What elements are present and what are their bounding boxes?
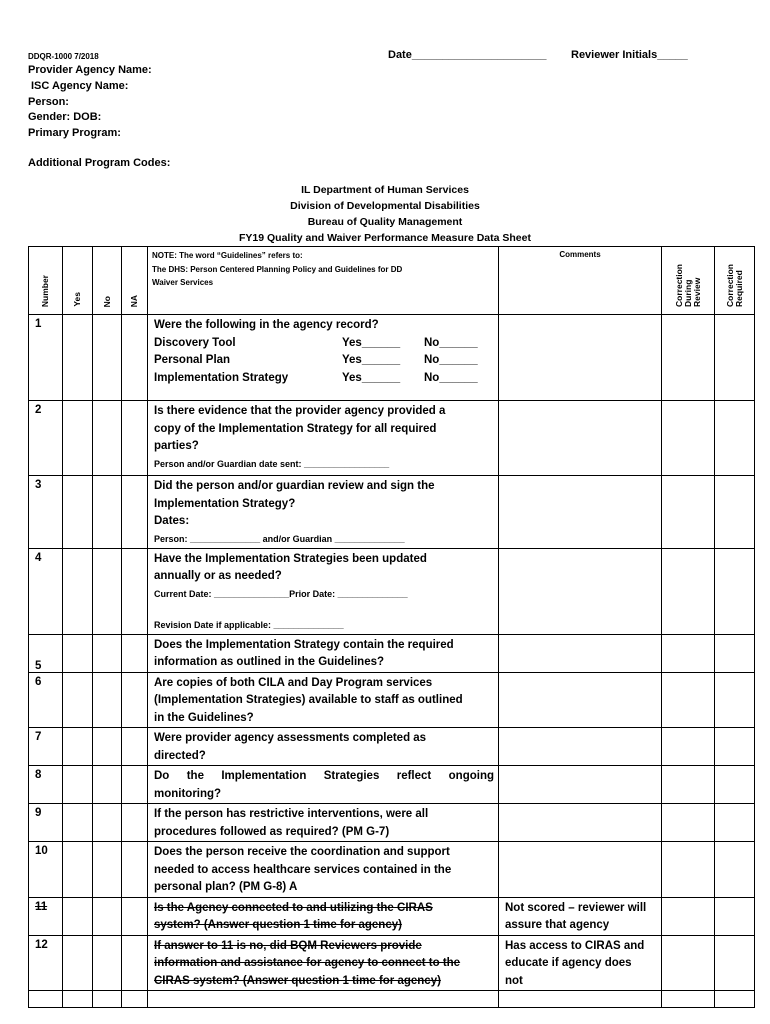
date-field-label: Date______________________ [388, 49, 547, 61]
table-row [29, 728, 755, 766]
question-cell: Do the Implementation Strategies reflect ongoing monitoring? [148, 766, 499, 804]
correction-required-cell[interactable] [715, 672, 755, 728]
row-number: 7 [29, 728, 63, 766]
table-row [29, 548, 755, 634]
table-row [29, 476, 755, 549]
comments-cell[interactable]: Has access to CIRAS and educate if agency does not [499, 935, 662, 991]
yes-checkbox-cell[interactable] [63, 935, 93, 991]
row-number [29, 991, 63, 1008]
no-checkbox-cell[interactable] [93, 766, 122, 804]
correction-required-cell[interactable] [715, 842, 755, 898]
comments-cell[interactable] [499, 842, 662, 898]
na-checkbox-cell[interactable] [122, 991, 148, 1008]
comments-cell[interactable] [499, 401, 662, 476]
department-title: IL Department of Human Services [301, 184, 469, 196]
table-row [29, 634, 755, 672]
row-number: 4 [29, 548, 63, 634]
correction-required-cell[interactable] [715, 804, 755, 842]
question-cell: Is the Agency connected to and utilizing the CIRAS system? (Answer question 1 time for agency) [148, 897, 499, 935]
guidelines-note: NOTE: The word “Guidelines” refers to: The DHS: Person Centered Planning Policy and Guidelines for DD Waiver Services [148, 247, 499, 315]
additional-codes-label: Additional Program Codes: [28, 157, 171, 169]
question-cell: Were provider agency assessments completed as directed? [148, 728, 499, 766]
question-cell: Is there evidence that the provider agency provided a copy of the Implementation Strategy for all required parties? Person and/or Guardian date sent: _________________ [148, 401, 499, 476]
table-row [29, 766, 755, 804]
correction-required-header: Correction Required [715, 247, 755, 315]
yes-checkbox-cell[interactable] [63, 672, 93, 728]
table-row [29, 935, 755, 991]
empty-table-row [29, 991, 755, 1008]
row-number: 6 [29, 672, 63, 728]
na-checkbox-cell[interactable] [122, 672, 148, 728]
sheet-title: FY19 Quality and Waiver Performance Measure Data Sheet [239, 232, 531, 244]
row-number: 3 [29, 476, 63, 549]
table-row [29, 804, 755, 842]
na-checkbox-cell[interactable] [122, 804, 148, 842]
na-checkbox-cell[interactable] [122, 315, 148, 401]
yes-checkbox-cell[interactable] [63, 766, 93, 804]
correction-during-cell[interactable] [662, 401, 715, 476]
row-number: 12 [29, 935, 63, 991]
question-cell: Are copies of both CILA and Day Program services (Implementation Strategies) available to staff as outlined in the Guidelines? [148, 672, 499, 728]
na-header: NA [122, 247, 148, 315]
yes-checkbox-cell[interactable] [63, 991, 93, 1008]
correction-during-cell[interactable] [662, 766, 715, 804]
yes-checkbox-cell[interactable] [63, 804, 93, 842]
comments-cell[interactable] [499, 548, 662, 634]
number-header: Number [29, 247, 63, 315]
yes-checkbox-cell[interactable] [63, 897, 93, 935]
comments-cell[interactable] [499, 634, 662, 672]
correction-required-cell[interactable] [715, 897, 755, 935]
no-header: No [93, 247, 122, 315]
no-checkbox-cell[interactable] [93, 897, 122, 935]
correction-required-cell[interactable] [715, 766, 755, 804]
na-checkbox-cell[interactable] [122, 842, 148, 898]
table-row [29, 315, 755, 401]
comments-cell[interactable] [499, 804, 662, 842]
performance-measure-table [28, 246, 755, 1008]
yes-checkbox-cell[interactable] [63, 548, 93, 634]
comments-cell[interactable] [499, 991, 662, 1008]
comments-cell[interactable] [499, 672, 662, 728]
correction-during-cell[interactable] [662, 991, 715, 1008]
no-checkbox-cell[interactable] [93, 634, 122, 672]
correction-required-cell[interactable] [715, 476, 755, 549]
correction-required-cell[interactable] [715, 634, 755, 672]
correction-required-cell[interactable] [715, 935, 755, 991]
question-cell: Does the Implementation Strategy contain the required information as outlined in the Guidelines? [148, 634, 499, 672]
gender-dob-label: Gender: DOB: [28, 111, 102, 123]
comments-cell[interactable]: Not scored – reviewer will assure that agency [499, 897, 662, 935]
table-row [29, 401, 755, 476]
na-checkbox-cell[interactable] [122, 935, 148, 991]
correction-required-cell[interactable] [715, 728, 755, 766]
form-id: DDQR-1000 7/2018 [28, 52, 99, 61]
comments-header: Comments [499, 247, 662, 315]
no-checkbox-cell[interactable] [93, 804, 122, 842]
question-cell: If answer to 11 is no, did BQM Reviewers provide information and assistance for agency to connect to the CIRAS system? (Answer question 1 time for agency) [148, 935, 499, 991]
yes-header: Yes [63, 247, 93, 315]
row-number: 8 [29, 766, 63, 804]
row-number: 1 [29, 315, 63, 401]
yes-checkbox-cell[interactable] [63, 401, 93, 476]
row-number: 2 [29, 401, 63, 476]
correction-required-cell[interactable] [715, 315, 755, 401]
correction-during-cell[interactable] [662, 804, 715, 842]
na-checkbox-cell[interactable] [122, 548, 148, 634]
na-checkbox-cell[interactable] [122, 476, 148, 549]
row-number: 11 [29, 897, 63, 935]
correction-required-cell[interactable] [715, 401, 755, 476]
correction-during-cell[interactable] [662, 672, 715, 728]
table-row [29, 672, 755, 728]
provider-agency-label: Provider Agency Name: [28, 64, 152, 76]
correction-required-cell[interactable] [715, 548, 755, 634]
na-checkbox-cell[interactable] [122, 897, 148, 935]
yes-checkbox-cell[interactable] [63, 315, 93, 401]
no-checkbox-cell[interactable] [93, 842, 122, 898]
correction-during-cell[interactable] [662, 728, 715, 766]
question-cell: Have the Implementation Strategies been updated annually or as needed? Current Date: _______________Prior Date: ______________ Revision Date if applicable: ______________ [148, 548, 499, 634]
na-checkbox-cell[interactable] [122, 766, 148, 804]
comments-cell[interactable] [499, 476, 662, 549]
no-checkbox-cell[interactable] [93, 991, 122, 1008]
correction-during-review-header: Correction During Review [662, 247, 715, 315]
comments-cell[interactable] [499, 766, 662, 804]
correction-during-cell[interactable] [662, 315, 715, 401]
table-row [29, 842, 755, 898]
table-header-row [29, 247, 755, 315]
na-checkbox-cell[interactable] [122, 401, 148, 476]
comments-cell[interactable] [499, 728, 662, 766]
row-number: 5 [29, 634, 63, 672]
bureau-title: Bureau of Quality Management [307, 216, 463, 228]
no-checkbox-cell[interactable] [93, 315, 122, 401]
division-title: Division of Developmental Disabilities [290, 200, 480, 212]
yes-checkbox-cell[interactable] [63, 842, 93, 898]
question-cell: Did the person and/or guardian review and sign the Implementation Strategy? Dates: Person: ______________ and/or Guardian ______________ [148, 476, 499, 549]
yes-checkbox-cell[interactable] [63, 728, 93, 766]
no-checkbox-cell[interactable] [93, 672, 122, 728]
comments-cell[interactable] [499, 315, 662, 401]
correction-during-cell[interactable] [662, 935, 715, 991]
correction-during-cell[interactable] [662, 842, 715, 898]
no-checkbox-cell[interactable] [93, 935, 122, 991]
yes-checkbox-cell[interactable] [63, 634, 93, 672]
yes-checkbox-cell[interactable] [63, 476, 93, 549]
reviewer-initials-label: Reviewer Initials_____ [571, 49, 688, 61]
table-row [29, 897, 755, 935]
question-cell: Does the person receive the coordination and support needed to access healthcare services contained in the personal plan? (PM G-8) A [148, 842, 499, 898]
row-number: 10 [29, 842, 63, 898]
correction-during-cell[interactable] [662, 897, 715, 935]
na-checkbox-cell[interactable] [122, 728, 148, 766]
no-checkbox-cell[interactable] [93, 728, 122, 766]
correction-during-cell[interactable] [662, 634, 715, 672]
person-label: Person: [28, 96, 69, 108]
correction-during-cell[interactable] [662, 548, 715, 634]
row-number: 9 [29, 804, 63, 842]
isc-agency-label: ISC Agency Name: [31, 80, 129, 92]
no-checkbox-cell[interactable] [93, 401, 122, 476]
question-cell: Were the following in the agency record? Discovery Tool Yes______ No______ Personal Plan Yes______ No______ Implementation Strategy Yes______ No______ [148, 315, 499, 401]
correction-during-cell[interactable] [662, 476, 715, 549]
question-cell: If the person has restrictive interventions, were all procedures followed as required? (PM G-7) [148, 804, 499, 842]
no-checkbox-cell[interactable] [93, 476, 122, 549]
correction-required-cell[interactable] [715, 991, 755, 1008]
na-checkbox-cell[interactable] [122, 634, 148, 672]
question-cell [148, 991, 499, 1008]
no-checkbox-cell[interactable] [93, 548, 122, 634]
primary-program-label: Primary Program: [28, 127, 121, 139]
